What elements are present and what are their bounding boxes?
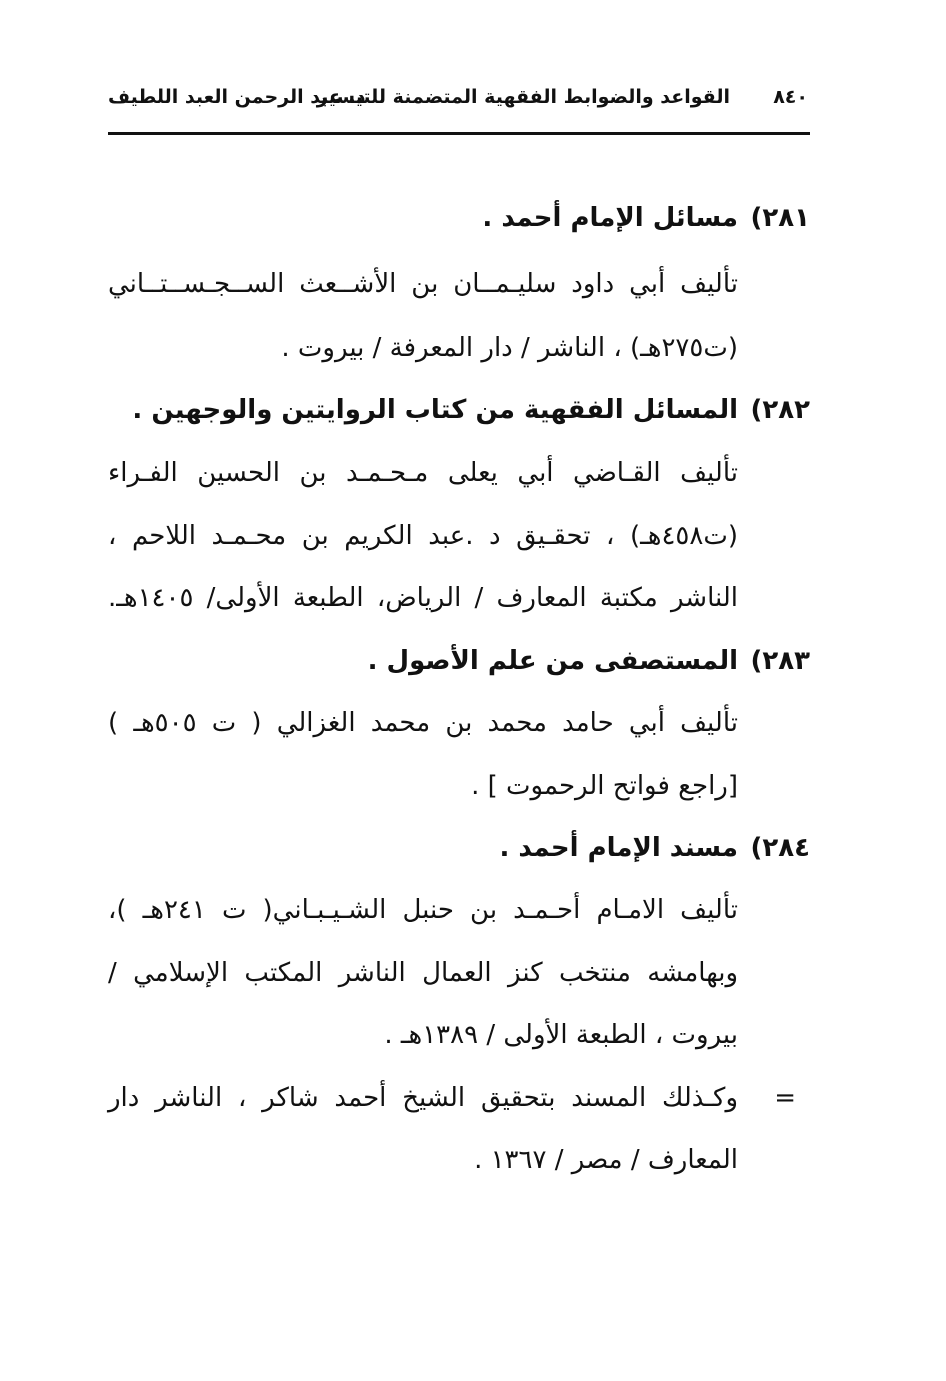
book-title: القواعد والضوابط الفقهية المتضمنة للتيسير	[316, 86, 730, 108]
entry-number: ٢٨٤)	[750, 833, 810, 863]
entry-text-line: تأليف القـاضي أبي يعلى مـحـمـد بن الحسين الفـراء	[108, 458, 738, 488]
entry-text-line: بيروت ، الطبعة الأولى / ١٣٨٩هـ .	[384, 1020, 738, 1050]
entry-title: المسائل الفقهية من كتاب الروايتين والوجهين .	[132, 395, 738, 425]
page-number: ٨٤٠	[773, 86, 808, 108]
continuation-marker: =	[774, 1083, 796, 1113]
addendum-text-line: وكـذلك المسند بتحقيق الشيخ أحمد شاكر ، الناشر دار	[108, 1083, 738, 1113]
entry-title: المستصفى من علم الأصول .	[367, 646, 738, 676]
entry-number: ٢٨٢)	[750, 395, 810, 425]
entry-text-line: وبهامشه منتخب كنز العمال الناشر المكتب الإسلامي /	[108, 958, 738, 988]
entry-text-line: تأليف أبي داود سليـمــان بن الأشــعث الســجـســتــاني	[108, 269, 738, 299]
entry-text-line: الناشر مكتبة المعارف / الرياض، الطبعة الأولى/ ١٤٠٥هـ.	[108, 583, 738, 613]
entry-text-line: (ت٤٥٨هـ) ، تحقـيق د .عبد الكريم بن محـمـد اللاحم ،	[108, 521, 738, 551]
entry-number: ٢٨٣)	[750, 646, 810, 676]
running-header	[108, 86, 808, 120]
addendum-text-line: المعارف / مصر / ١٣٦٧ .	[474, 1145, 738, 1175]
header-divider	[108, 132, 810, 135]
entry-title: مسند الإمام أحمد .	[499, 833, 738, 863]
entry-text-line: تأليف الامـام أحـمـد بن حنبل الشـيـبـاني( ت ٢٤١هـ )،	[108, 895, 738, 925]
author-name: د. عبد الرحمن العبد اللطيف	[108, 86, 366, 108]
entry-text-line: (ت٢٧٥هـ) ، الناشر / دار المعرفة / بيروت .	[281, 333, 738, 363]
entry-number: ٢٨١)	[750, 203, 810, 233]
entry-title: مسائل الإمام أحمد .	[482, 203, 738, 233]
entry-text-line: تأليف أبي حامد محمد بن محمد الغزالي ( ت ٥٠٥هـ )	[108, 708, 738, 738]
entry-text-line: [راجع فواتح الرحموت ] .	[471, 771, 738, 801]
